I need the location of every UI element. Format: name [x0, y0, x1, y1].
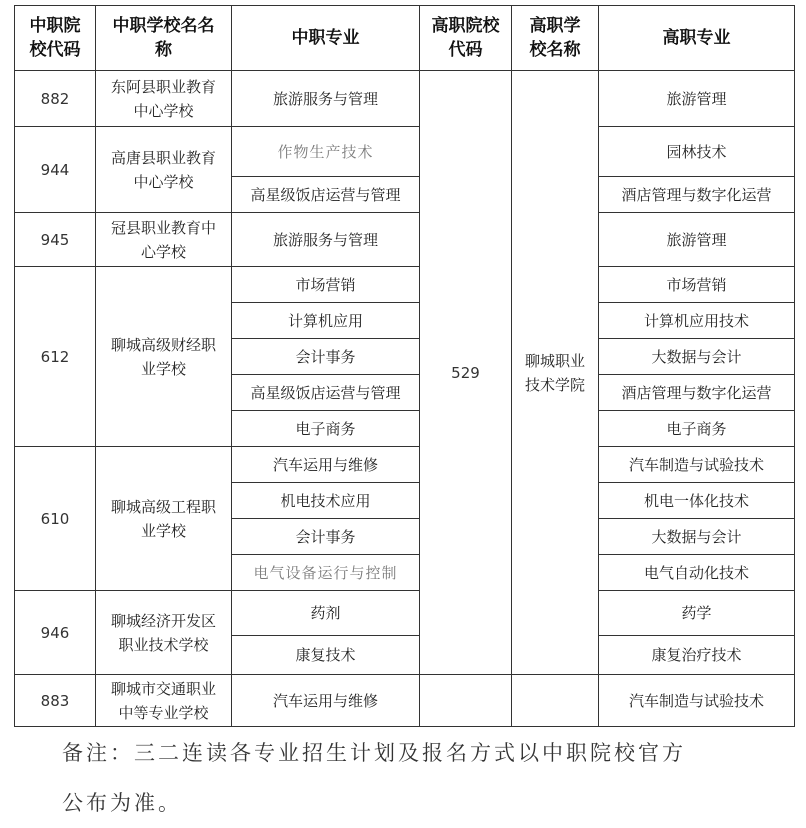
- sec-school-name: 高唐县职业教育 中心学校: [96, 127, 232, 213]
- table-row: [15, 675, 795, 727]
- header-sec-major: 中职专业: [232, 6, 420, 71]
- sec-school-name: 聊城高级财经职 业学校: [96, 267, 232, 447]
- table-row: [15, 591, 795, 636]
- sec-major: 汽车运用与维修: [232, 675, 420, 727]
- sec-school-code: 883: [15, 675, 96, 727]
- sec-school-code: 945: [15, 213, 96, 267]
- footnote-line: 备注：三二连读各专业招生计划及报名方式以中职院校官方: [62, 741, 686, 765]
- sec-school-code: 612: [15, 267, 96, 447]
- sec-major: 计算机应用: [232, 303, 420, 339]
- high-major: 电气自动化技术: [599, 555, 795, 591]
- high-major: 酒店管理与数字化运营: [599, 177, 795, 213]
- sec-school-code: 882: [15, 71, 96, 127]
- high-major: 药学: [599, 591, 795, 636]
- sec-major: 电气设备运行与控制: [232, 555, 420, 591]
- sec-school-code: 946: [15, 591, 96, 675]
- sec-major: 康复技术: [232, 636, 420, 675]
- sec-major: 会计事务: [232, 519, 420, 555]
- sec-major: 高星级饭店运营与管理: [232, 177, 420, 213]
- high-major: 大数据与会计: [599, 339, 795, 375]
- sec-school-code: 610: [15, 447, 96, 591]
- table-row: [15, 213, 795, 267]
- sec-major: 旅游服务与管理: [232, 71, 420, 127]
- sec-major: 汽车运用与维修: [232, 447, 420, 483]
- high-major: 旅游管理: [599, 71, 795, 127]
- table-row: [15, 127, 795, 177]
- sec-major: 作物生产技术: [232, 127, 420, 177]
- enrollment-table: [14, 5, 795, 727]
- high-major: 机电一体化技术: [599, 483, 795, 519]
- high-major: 园林技术: [599, 127, 795, 177]
- sec-major: 电子商务: [232, 411, 420, 447]
- college-name: 聊城职业 技术学院: [512, 71, 599, 675]
- sec-school-name: 聊城经济开发区 职业技术学校: [96, 591, 232, 675]
- high-major: 汽车制造与试验技术: [599, 675, 795, 727]
- header-high-name: 高职学 校名称: [512, 6, 599, 71]
- sec-school-name: 聊城市交通职业 中等专业学校: [96, 675, 232, 727]
- header-sec-code: 中职院 校代码: [15, 6, 96, 71]
- high-major: 汽车制造与试验技术: [599, 447, 795, 483]
- high-major: 旅游管理: [599, 213, 795, 267]
- sec-major: 机电技术应用: [232, 483, 420, 519]
- footnote-line: 公布为准。: [62, 791, 182, 815]
- sec-major: 会计事务: [232, 339, 420, 375]
- sec-school-name: 东阿县职业教育 中心学校: [96, 71, 232, 127]
- table-row: [15, 267, 795, 303]
- sec-major: 高星级饭店运营与管理: [232, 375, 420, 411]
- header-high-major: 高职专业: [599, 6, 795, 71]
- college-code: 529: [420, 71, 512, 675]
- sec-major: 药剂: [232, 591, 420, 636]
- college-code-empty: [420, 675, 512, 727]
- header-high-code: 高职院校 代码: [420, 6, 512, 71]
- table-row: [15, 447, 795, 483]
- header-sec-name: 中职学校名名 称: [96, 6, 232, 71]
- sec-school-name: 冠县职业教育中 心学校: [96, 213, 232, 267]
- table-row: [15, 71, 795, 127]
- sec-school-code: 944: [15, 127, 96, 213]
- high-major: 康复治疗技术: [599, 636, 795, 675]
- college-name-empty: [512, 675, 599, 727]
- high-major: 市场营销: [599, 267, 795, 303]
- high-major: 电子商务: [599, 411, 795, 447]
- header-row: [15, 6, 795, 71]
- footnote: [62, 728, 782, 828]
- sec-major: 市场营销: [232, 267, 420, 303]
- high-major: 大数据与会计: [599, 519, 795, 555]
- sec-major: 旅游服务与管理: [232, 213, 420, 267]
- high-major: 酒店管理与数字化运营: [599, 375, 795, 411]
- sec-school-name: 聊城高级工程职 业学校: [96, 447, 232, 591]
- high-major: 计算机应用技术: [599, 303, 795, 339]
